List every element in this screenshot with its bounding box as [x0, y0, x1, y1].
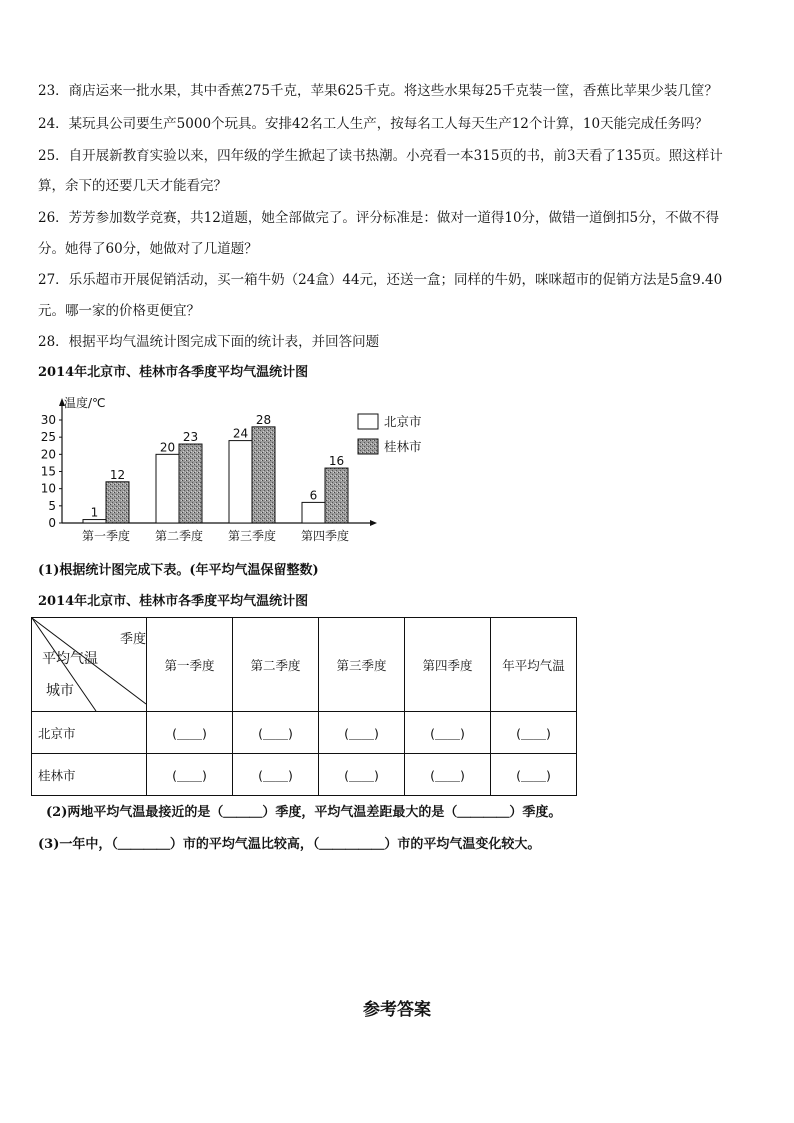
y-tick-label: 10	[40, 481, 56, 496]
answer-blank[interactable]: (＿＿)	[405, 712, 491, 754]
x-tick-label: 第四季度	[300, 529, 350, 543]
part-1-instruction: (1)根据统计图完成下表。(年平均气温保留整数)	[38, 563, 319, 578]
temperature-bar-chart	[34, 388, 474, 548]
data-label-beijing: 24	[232, 426, 249, 441]
question-27-cont: 元。哪一家的价格更便宜？	[38, 303, 200, 319]
legend-swatch	[358, 439, 378, 454]
data-label-beijing: 20	[159, 440, 176, 455]
question-25: 25．自开展新教育实验以来，四年级的学生掀起了读书热潮。小亮看一本315页的书，前3天看了135页。照这样计	[38, 148, 723, 164]
part-3-question: (3)一年中，（＿＿＿＿）市的平均气温比较高，（＿＿＿＿＿）市的平均气温变化较大。	[38, 837, 541, 852]
table-title: 2014年北京市、桂林市各季度平均气温统计图	[38, 594, 309, 609]
answer-blank[interactable]: (＿＿)	[233, 712, 319, 754]
y-tick-label: 15	[40, 464, 56, 479]
bar-guilin	[106, 482, 129, 523]
y-tick-label: 0	[48, 516, 56, 530]
corner-temp-label: 平均气温	[42, 651, 98, 667]
statistics-table	[31, 617, 577, 796]
header-q4: 第四季度	[405, 618, 491, 712]
bar-beijing	[83, 520, 106, 523]
corner-city-label: 城市	[46, 683, 74, 699]
answer-blank[interactable]: (＿＿)	[147, 712, 233, 754]
chart-title: 2014年北京市、桂林市各季度平均气温统计图	[38, 365, 309, 380]
data-label-guilin: 16	[328, 454, 345, 469]
table-header-row	[32, 618, 577, 712]
y-tick-label: 5	[48, 498, 56, 513]
header-q1: 第一季度	[147, 618, 233, 712]
bar-guilin	[325, 468, 348, 523]
data-label-beijing: 1	[90, 505, 99, 520]
legend-label: 北京市	[384, 414, 422, 429]
x-axis-arrow	[370, 520, 377, 526]
header-annual: 年平均气温	[491, 618, 577, 712]
x-tick-label: 第三季度	[227, 529, 277, 543]
x-tick-label: 第二季度	[154, 529, 204, 543]
bar-guilin	[252, 427, 275, 523]
table-row	[32, 754, 577, 796]
question-23: 23．商店运来一批水果，其中香蕉275千克，苹果625千克。将这些水果每25千克装一筐，香蕉比苹果少装几筐？	[38, 83, 718, 99]
answer-blank[interactable]: (＿＿)	[405, 754, 491, 796]
corner-season-label: 季度	[120, 632, 147, 647]
header-q3: 第三季度	[319, 618, 405, 712]
part-2-question: (2)两地平均气温最接近的是（＿＿＿）季度，平均气温差距最大的是（＿＿＿＿）季度。	[46, 805, 562, 820]
bar-guilin	[179, 444, 202, 523]
question-26-cont: 分。她得了60分，她做对了几道题？	[38, 241, 258, 257]
answer-blank[interactable]: (＿＿)	[491, 712, 577, 754]
answer-blank[interactable]: (＿＿)	[233, 754, 319, 796]
question-24: 24．某玩具公司要生产5000个玩具。安排42名工人生产，按每名工人每天生产12个计算，10天能完成任务吗？	[38, 116, 709, 132]
row-label-guilin: 桂林市	[32, 754, 147, 796]
answer-blank[interactable]: (＿＿)	[319, 712, 405, 754]
question-28: 28．根据平均气温统计图完成下面的统计表，并回答问题	[38, 334, 380, 350]
legend-swatch	[358, 414, 378, 429]
x-tick-label: 第一季度	[81, 529, 131, 543]
bar-beijing	[229, 441, 252, 523]
row-label-beijing: 北京市	[32, 712, 147, 754]
y-tick-label: 25	[40, 430, 56, 445]
data-label-beijing: 6	[309, 488, 318, 503]
data-label-guilin: 12	[109, 467, 126, 482]
legend-label: 桂林市	[384, 439, 422, 454]
answer-blank[interactable]: (＿＿)	[319, 754, 405, 796]
data-label-guilin: 28	[255, 412, 272, 427]
table-row	[32, 712, 577, 754]
question-25-cont: 算，余下的还要几天才能看完？	[38, 178, 227, 194]
answer-blank[interactable]: (＿＿)	[147, 754, 233, 796]
question-27: 27．乐乐超市开展促销活动，买一箱牛奶（24盒）44元，还送一盒；同样的牛奶，咪咪超市的促销方法是5盒9.40	[38, 272, 723, 288]
y-tick-label: 20	[40, 447, 56, 462]
bar-beijing	[156, 454, 179, 523]
question-26: 26．芳芳参加数学竞赛，共12道题，她全部做完了。评分标准是：做对一道得10分，做错一道倒扣5分，不做不得	[38, 210, 720, 226]
data-label-guilin: 23	[182, 430, 199, 445]
y-axis-label: 温度/℃	[64, 396, 106, 410]
bar-beijing	[302, 502, 325, 523]
y-tick-label: 30	[40, 413, 56, 427]
table-corner-cell	[32, 618, 147, 712]
answer-blank[interactable]: (＿＿)	[491, 754, 577, 796]
answer-section-title: 参考答案	[363, 1000, 431, 1020]
header-q2: 第二季度	[233, 618, 319, 712]
